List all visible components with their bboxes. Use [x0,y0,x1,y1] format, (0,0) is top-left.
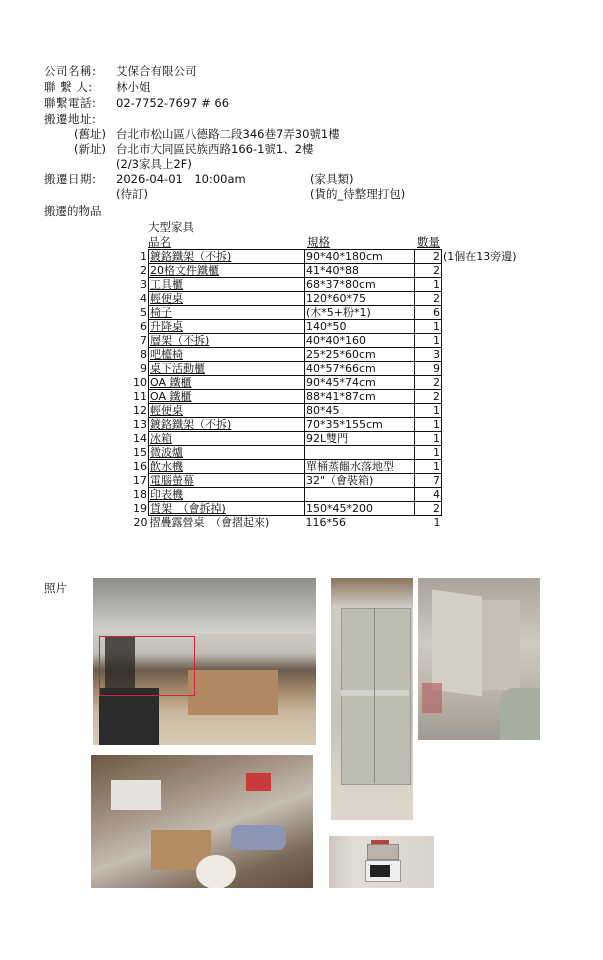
item-note [442,418,518,432]
table-row [132,278,518,292]
table-row [132,292,518,306]
row-number: 19 [133,502,147,515]
old-address: 台北市松山區八德路二段346巷7弄30號1樓 [116,127,340,141]
item-note [442,460,518,474]
category-goods: (貨的_待整理打包) [310,187,406,201]
old-address-tag: (舊址) [74,127,106,141]
item-spec: 116*56 [305,516,346,529]
table-row [132,432,518,446]
table-row [132,362,518,376]
row-number: 20 [133,515,148,529]
row-number: 13 [133,418,147,431]
row-number: 16 [133,460,147,473]
item-qty: 1 [415,432,442,446]
row-number: 3 [140,278,147,291]
item-qty: 2 [415,250,442,264]
photo-cabinet-angled [418,578,540,740]
row-number: 6 [140,320,147,333]
item-note [442,432,518,446]
item-name: 桌下活動櫃 [149,362,305,376]
date-label: 搬遷日期: [44,172,97,186]
item-spec: 90*40*180cm [305,250,415,264]
item-note [442,292,518,306]
item-spec: 92L雙門 [305,432,415,446]
item-name: 電腦螢幕 [149,474,305,488]
item-name: 20格文件鐵櫃 [149,264,305,278]
item-qty: 1 [433,516,441,529]
phone-label: 聯繫電話: [44,96,97,110]
table-row [132,446,518,460]
new-address-tag: (新址) [74,142,106,156]
row-number: 14 [133,432,147,445]
row-number: 17 [133,474,147,487]
item-note [442,404,518,418]
item-spec: 150*45*200 [305,502,415,516]
item-qty: 1 [415,334,442,348]
item-spec: 140*50 [305,320,415,334]
item-spec: 32"（會裝箱) [305,474,415,488]
contact-label: 聯 繫 人: [44,80,93,94]
phone-value: 02-7752-7697 # 66 [116,96,230,110]
table-row [132,306,518,320]
row-number: 8 [140,348,147,361]
table-row [132,264,518,278]
row-number: 2 [140,264,147,277]
table-row [132,334,518,348]
item-name: 摺疊露營桌 （會摺起來) [149,516,270,529]
table-row [132,404,518,418]
table-row [132,488,518,502]
row-number: 1 [140,250,147,263]
item-note [442,334,518,348]
item-note [442,502,518,516]
table-row [132,418,518,432]
item-spec [305,488,415,502]
item-spec: 40*57*66cm [305,362,415,376]
item-note [442,264,518,278]
row-number: 12 [133,404,147,417]
item-spec: 25*25*60cm [305,348,415,362]
item-note [442,376,518,390]
highlight-box [99,636,195,696]
column-header-spec: 規格 [307,235,330,249]
item-name: 鍍鉻鐵架（不拆) [149,250,305,264]
row-number: 11 [133,390,147,403]
item-spec: (木*5+粉*1) [305,306,415,320]
row-number: 9 [140,362,147,375]
row-number: 15 [133,446,147,459]
item-qty: 2 [415,376,442,390]
item-spec: 68*37*80cm [305,278,415,292]
items-section-title: 搬遷的物品 [44,204,102,218]
table-row [132,376,518,390]
table-row [132,250,518,264]
item-qty: 1 [415,404,442,418]
row-number: 7 [140,334,147,347]
contact-value: 林小姐 [116,80,151,94]
group-title: 大型家具 [148,220,194,234]
item-qty: 1 [415,446,442,460]
company-label: 公司名稱: [44,64,97,78]
item-name: 輕便桌 [149,292,305,306]
item-note [442,390,518,404]
item-spec: 40*40*160 [305,334,415,348]
item-note [442,362,518,376]
item-spec: 88*41*87cm [305,390,415,404]
item-qty: 9 [415,362,442,376]
item-name: 冰箱 [149,432,305,446]
item-note [442,320,518,334]
item-qty: 3 [415,348,442,362]
item-qty: 1 [415,278,442,292]
column-header-name: 品名 [148,235,171,249]
item-spec [305,446,415,460]
photos-section-title: 照片 [44,581,67,595]
item-spec: 41*40*88 [305,264,415,278]
company-value: 艾保合有限公司 [116,64,197,78]
item-name: 輕便桌 [149,404,305,418]
item-note: (1個在13旁邊) [443,250,517,263]
item-name: 貨架 （會拆掉) [149,502,305,516]
item-qty: 6 [415,306,442,320]
item-name: 層架（不拆) [149,334,305,348]
photo-cluttered-desk [91,755,313,888]
photo-office-boxes [93,578,316,745]
table-row [132,320,518,334]
table-row [132,516,518,530]
table-row [132,460,518,474]
item-name: 印表機 [149,488,305,502]
item-name: 椅子 [149,306,305,320]
item-name: 吧檯椅 [149,348,305,362]
item-note [442,474,518,488]
item-qty: 2 [415,390,442,404]
items-table [132,249,518,529]
date-value: 2026-04-01 10:00am [116,172,246,186]
new-address-note: (2/3家具上2F) [116,157,192,171]
item-name: 鍍鉻鐵架（不拆) [149,418,305,432]
item-qty: 1 [415,418,442,432]
category-furniture: (家具類) [310,172,354,186]
column-header-qty: 數量 [417,235,440,249]
new-address: 台北市大同區民族西路166-1號1、2樓 [116,142,314,156]
photo-microwave [329,836,434,888]
item-name: 微波爐 [149,446,305,460]
item-note [442,348,518,362]
row-number: 10 [133,376,147,389]
address-label: 搬遷地址: [44,112,97,126]
item-spec: 70*35*155cm [305,418,415,432]
item-qty: 7 [415,474,442,488]
item-spec: 90*45*74cm [305,376,415,390]
item-qty: 2 [415,264,442,278]
item-qty: 4 [415,488,442,502]
item-name: OA 鐵櫃 [149,376,305,390]
item-note [442,488,518,502]
item-spec: 80*45 [305,404,415,418]
item-qty: 1 [415,320,442,334]
item-name: 工具櫃 [149,278,305,292]
table-row [132,390,518,404]
item-note [442,278,518,292]
item-name: OA 鐵櫃 [149,390,305,404]
item-spec: 單桶蒸餾水落地型 [305,460,415,474]
table-row [132,474,518,488]
item-qty: 2 [415,502,442,516]
item-note [442,446,518,460]
item-spec: 120*60*75 [305,292,415,306]
photo-cabinet [331,578,413,820]
item-qty: 1 [415,460,442,474]
row-number: 18 [133,488,147,501]
item-name: 飲水機 [149,460,305,474]
item-name: 升降桌 [149,320,305,334]
table-row [132,348,518,362]
item-qty: 2 [415,292,442,306]
date-note: (待訂) [116,187,148,201]
table-row [132,502,518,516]
row-number: 5 [140,306,147,319]
item-note [442,306,518,320]
item-note [442,516,518,530]
row-number: 4 [140,292,147,305]
